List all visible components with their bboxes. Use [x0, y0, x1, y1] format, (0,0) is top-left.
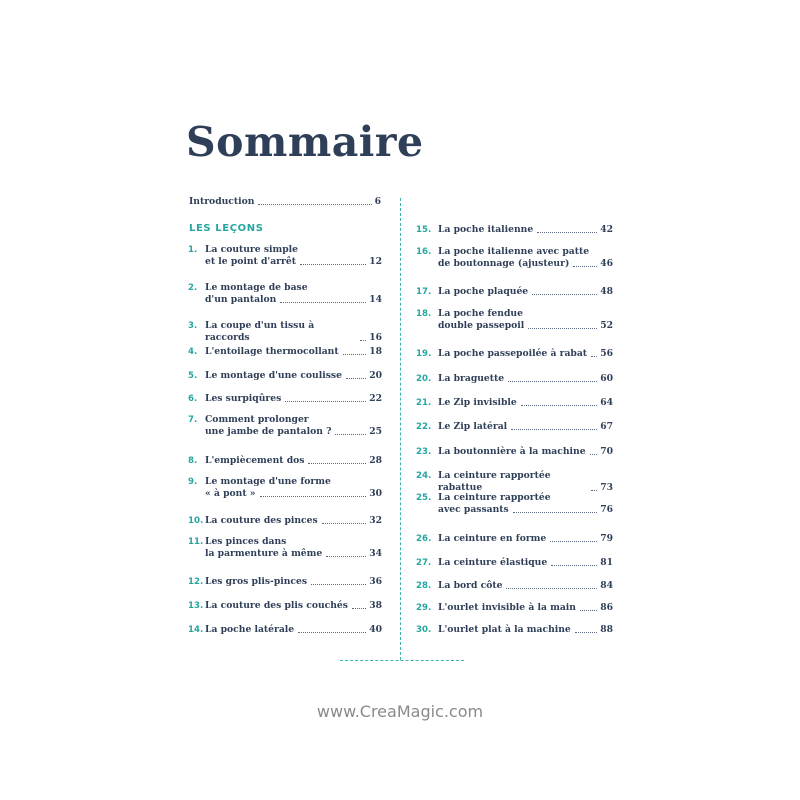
lesson-number: 25. [416, 493, 432, 503]
toc-entry[interactable] [205, 414, 382, 438]
toc-entry-page: 70 [600, 446, 613, 457]
toc-entry-page: 18 [369, 346, 382, 357]
leader-dots [528, 328, 597, 329]
leader-dots [280, 302, 366, 303]
toc-entry-label: Les pinces dans [205, 536, 287, 547]
leader-dots [298, 632, 366, 633]
toc-entry[interactable] [205, 515, 382, 527]
toc-entry-label: La ceinture rapportée [438, 492, 551, 503]
leader-dots [322, 523, 367, 524]
toc-entry-label: La poche fendue [438, 308, 523, 319]
toc-entry-label: la parmenture à même [205, 548, 323, 559]
leader-dots [580, 610, 597, 611]
toc-entry-label: La coupe d'un tissu à raccords [205, 320, 315, 343]
toc-entry-label: La bord côte [438, 580, 503, 591]
toc-entry-label: L'entoilage thermocollant [205, 346, 339, 357]
toc-entry-page: 86 [600, 602, 613, 613]
bottom-divider [340, 660, 464, 661]
toc-entry-page: 56 [600, 348, 613, 359]
toc-entry[interactable] [205, 282, 382, 306]
toc-entry-label: et le point d'arrêt [205, 256, 296, 267]
toc-entry-page: 60 [600, 373, 613, 384]
toc-entry-label: La ceinture en forme [438, 533, 547, 544]
toc-entry-page: 30 [369, 488, 382, 499]
toc-entry-label: Comment prolonger [205, 414, 309, 425]
lesson-number: 14. [188, 625, 204, 635]
toc-entry-label: La poche plaquée [438, 286, 529, 297]
toc-entry[interactable] [438, 602, 613, 614]
leader-dots [537, 232, 597, 233]
toc-entry-page: 34 [369, 548, 382, 559]
toc-entry[interactable] [438, 421, 613, 433]
toc-entry[interactable] [438, 580, 613, 592]
leader-dots [506, 588, 597, 589]
toc-entry[interactable] [205, 455, 382, 467]
toc-entry-label: La ceinture rapportée rabattue [438, 470, 551, 493]
toc-entry-label: « à pont » [205, 488, 256, 499]
toc-entry-page: 81 [600, 557, 613, 568]
lesson-number: 2. [188, 283, 198, 293]
toc-entry-label: La couture simple [205, 244, 298, 255]
leader-dots [551, 565, 597, 566]
leader-dots [335, 434, 366, 435]
toc-entry[interactable] [438, 286, 613, 298]
leader-dots [521, 405, 597, 406]
toc-entry[interactable] [205, 476, 382, 500]
toc-entry[interactable] [205, 624, 382, 636]
toc-entry-page: 76 [600, 504, 613, 515]
toc-entry[interactable] [205, 320, 382, 344]
lesson-number: 30. [416, 625, 432, 635]
lesson-number: 23. [416, 447, 432, 457]
toc-entry-page: 84 [600, 580, 613, 591]
lesson-number: 28. [416, 581, 432, 591]
toc-entry[interactable] [438, 492, 613, 516]
leader-dots [590, 454, 598, 455]
toc-entry[interactable] [205, 576, 382, 588]
toc-entry-page: 12 [369, 256, 382, 267]
leader-dots [311, 584, 366, 585]
lesson-number: 17. [416, 287, 432, 297]
toc-entry-label: L'ourlet plat à la machine [438, 624, 571, 635]
toc-entry-page: 14 [369, 294, 382, 305]
toc-entry-label: avec passants [438, 504, 509, 515]
leader-dots [360, 340, 366, 341]
toc-entry-introduction[interactable] [189, 196, 381, 208]
lesson-number: 27. [416, 558, 432, 568]
toc-entry[interactable] [438, 470, 613, 494]
toc-entry[interactable] [438, 397, 613, 409]
lesson-number: 3. [188, 321, 198, 331]
toc-entry[interactable] [205, 393, 382, 405]
toc-entry[interactable] [205, 536, 382, 560]
toc-entry-page: 32 [369, 515, 382, 526]
lesson-number: 15. [416, 225, 432, 235]
toc-entry-label: La couture des pinces [205, 515, 318, 526]
toc-entry-page: 22 [369, 393, 382, 404]
toc-entry-page: 52 [600, 320, 613, 331]
toc-entry[interactable] [205, 600, 382, 612]
toc-entry[interactable] [438, 624, 613, 636]
toc-entry[interactable] [438, 224, 613, 236]
toc-entry-page: 38 [369, 600, 382, 611]
toc-entry-label: L'ourlet invisible à la main [438, 602, 576, 613]
toc-entry-page: 88 [600, 624, 613, 635]
leader-dots [343, 354, 367, 355]
toc-entry-label: double passepoil [438, 320, 525, 331]
column-divider [400, 198, 401, 660]
leader-dots [285, 401, 366, 402]
toc-entry-label: Le Zip latéral [438, 421, 508, 432]
toc-entry[interactable] [438, 446, 613, 458]
toc-entry[interactable] [438, 246, 613, 270]
leader-dots [308, 463, 366, 464]
toc-entry-label: Introduction [189, 196, 255, 207]
toc-entry-label: La poche italienne avec patte [438, 246, 590, 257]
toc-entry-label: La poche passepoilée à rabat [438, 348, 588, 359]
toc-entry-page: 73 [600, 482, 613, 493]
toc-entry-page: 28 [369, 455, 382, 466]
watermark: www.CreaMagic.com [316, 702, 484, 721]
toc-entry-label: d'un pantalon [205, 294, 277, 305]
toc-entry-page: 20 [369, 370, 382, 381]
toc-entry-label: La braguette [438, 373, 505, 384]
toc-entry-label: Le Zip invisible [438, 397, 517, 408]
lesson-number: 6. [188, 394, 198, 404]
toc-entry-page: 6 [374, 196, 381, 207]
toc-entry-page: 16 [369, 332, 382, 343]
toc-entry-label: Le montage de base [205, 282, 308, 293]
toc-entry[interactable] [438, 373, 613, 385]
leader-dots [508, 381, 597, 382]
toc-entry-label: La poche italienne [438, 224, 534, 235]
leader-dots [591, 490, 597, 491]
toc-entry-label: Les gros plis-pinces [205, 576, 308, 587]
toc-entry-label: Le montage d'une coulisse [205, 370, 342, 381]
lesson-number: 9. [188, 477, 198, 487]
toc-entry-page: 67 [600, 421, 613, 432]
leader-dots [550, 541, 597, 542]
leader-dots [513, 512, 598, 513]
leader-dots [258, 204, 371, 205]
toc-entry[interactable] [205, 370, 382, 382]
leader-dots [300, 264, 366, 265]
leader-dots [326, 556, 366, 557]
lesson-number: 12. [188, 577, 204, 587]
toc-entry-label: La ceinture élastique [438, 557, 548, 568]
toc-entry-label: une jambe de pantalon ? [205, 426, 332, 437]
lesson-number: 11. [188, 537, 204, 547]
leader-dots [511, 429, 597, 430]
lesson-number: 16. [416, 247, 432, 257]
lesson-number: 10. [188, 516, 204, 526]
toc-entry-label: Les surpiqûres [205, 393, 282, 404]
toc-entry[interactable] [438, 348, 613, 360]
toc-entry-page: 42 [600, 224, 613, 235]
toc-entry[interactable] [205, 346, 382, 358]
leader-dots [575, 632, 597, 633]
lesson-number: 8. [188, 456, 198, 466]
toc-entry[interactable] [438, 308, 613, 332]
toc-entry-page: 46 [600, 258, 613, 269]
toc-entry-label: de boutonnage (ajusteur) [438, 258, 570, 269]
lesson-number: 29. [416, 603, 432, 613]
toc-entry-label: La poche latérale [205, 624, 295, 635]
toc-entry-page: 40 [369, 624, 382, 635]
toc-entry-page: 36 [369, 576, 382, 587]
lesson-number: 18. [416, 309, 432, 319]
toc-entry[interactable] [438, 533, 613, 545]
leader-dots [573, 266, 597, 267]
leader-dots [352, 608, 366, 609]
lesson-number: 4. [188, 347, 198, 357]
lesson-number: 5. [188, 371, 198, 381]
lesson-number: 19. [416, 349, 432, 359]
toc-entry-label: Le montage d'une forme [205, 476, 331, 487]
lesson-number: 1. [188, 245, 198, 255]
leader-dots [532, 294, 597, 295]
toc-entry[interactable] [438, 557, 613, 569]
leader-dots [591, 356, 597, 357]
page-title: Sommaire [186, 118, 424, 166]
lesson-number: 22. [416, 422, 432, 432]
lesson-number: 7. [188, 415, 198, 425]
lesson-number: 24. [416, 471, 432, 481]
lesson-number: 21. [416, 398, 432, 408]
lesson-number: 26. [416, 534, 432, 544]
toc-entry-page: 64 [600, 397, 613, 408]
toc-entry-label: L'empiècement dos [205, 455, 305, 466]
toc-entry[interactable] [205, 244, 382, 268]
toc-entry-page: 79 [600, 533, 613, 544]
toc-entry-page: 48 [600, 286, 613, 297]
section-heading: LES LEÇONS [189, 223, 264, 234]
leader-dots [260, 496, 367, 497]
toc-entry-label: La boutonnière à la machine [438, 446, 586, 457]
toc-entry-page: 25 [369, 426, 382, 437]
lesson-number: 20. [416, 374, 432, 384]
lesson-number: 13. [188, 601, 204, 611]
leader-dots [346, 378, 366, 379]
toc-entry-label: La couture des plis couchés [205, 600, 348, 611]
